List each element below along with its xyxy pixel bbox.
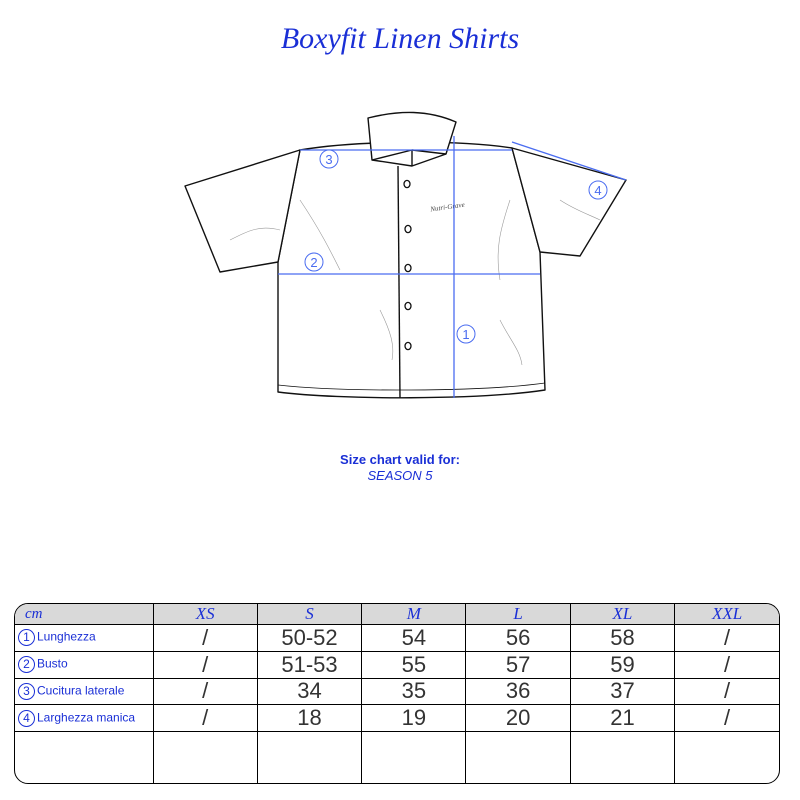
table-cell: 35	[362, 678, 466, 705]
table-cell: /	[675, 678, 779, 705]
row-number-badge: 2	[18, 656, 35, 673]
shirt-diagram	[180, 100, 640, 410]
row-number-badge: 3	[18, 683, 35, 700]
table-cell: 36	[466, 678, 570, 705]
table-cell: 57	[466, 651, 570, 678]
validity-season: SEASON 5	[367, 468, 433, 483]
table-cell: 58	[570, 625, 674, 652]
row-label	[15, 705, 153, 732]
size-table	[14, 603, 780, 784]
table-cell-empty	[570, 732, 674, 783]
table-cell: 19	[362, 705, 466, 732]
row-label	[15, 625, 153, 652]
validity-note	[0, 452, 800, 484]
row-label-text: Lunghezza	[37, 630, 96, 645]
row-label-text: Busto	[37, 656, 68, 671]
size-header-xl: XL	[570, 604, 674, 625]
table-cell: /	[675, 651, 779, 678]
table-cell: 54	[362, 625, 466, 652]
table-cell: /	[675, 625, 779, 652]
table-cell-empty	[153, 732, 257, 783]
marker-1: 1	[462, 327, 470, 342]
marker-4: 4	[594, 183, 602, 198]
size-header-m: M	[362, 604, 466, 625]
table-cell: 56	[466, 625, 570, 652]
row-number-badge: 1	[18, 629, 35, 646]
table-cell-empty	[257, 732, 361, 783]
table-row-cucitura-laterale	[15, 678, 779, 705]
unit-header: cm	[15, 604, 153, 625]
row-label	[15, 651, 153, 678]
table-header-row	[15, 604, 779, 625]
table-cell: /	[675, 705, 779, 732]
table-cell-empty	[15, 732, 153, 783]
row-label-text: Cucitura laterale	[37, 683, 125, 698]
table-cell-empty	[675, 732, 779, 783]
table-row-lunghezza	[15, 625, 779, 652]
table-row-larghezza-manica	[15, 705, 779, 732]
table-cell: 51-53	[257, 651, 361, 678]
table-cell: /	[153, 625, 257, 652]
table-cell: /	[153, 705, 257, 732]
marker-3: 3	[325, 152, 333, 167]
validity-label: Size chart valid for:	[340, 452, 460, 467]
table-cell: 18	[257, 705, 361, 732]
table-cell: /	[153, 678, 257, 705]
table-cell: 59	[570, 651, 674, 678]
table-cell-empty	[466, 732, 570, 783]
size-header-xxl: XXL	[675, 604, 779, 625]
size-header-s: S	[257, 604, 361, 625]
row-label	[15, 678, 153, 705]
table-cell-empty	[362, 732, 466, 783]
size-header-xs: XS	[153, 604, 257, 625]
table-cell: 37	[570, 678, 674, 705]
table-cell: 21	[570, 705, 674, 732]
row-label-text: Larghezza manica	[37, 710, 136, 725]
table-cell: 55	[362, 651, 466, 678]
size-header-l: L	[466, 604, 570, 625]
shirt-logo: Nutri-Grave	[429, 200, 466, 214]
table-cell: 20	[466, 705, 570, 732]
table-row-busto	[15, 651, 779, 678]
page-title: Boxyfit Linen Shirts	[280, 22, 520, 55]
table-cell: 34	[257, 678, 361, 705]
table-cell: 50-52	[257, 625, 361, 652]
table-row-empty	[15, 732, 779, 783]
marker-2: 2	[310, 255, 318, 270]
table-cell: /	[153, 651, 257, 678]
row-number-badge: 4	[18, 710, 35, 727]
